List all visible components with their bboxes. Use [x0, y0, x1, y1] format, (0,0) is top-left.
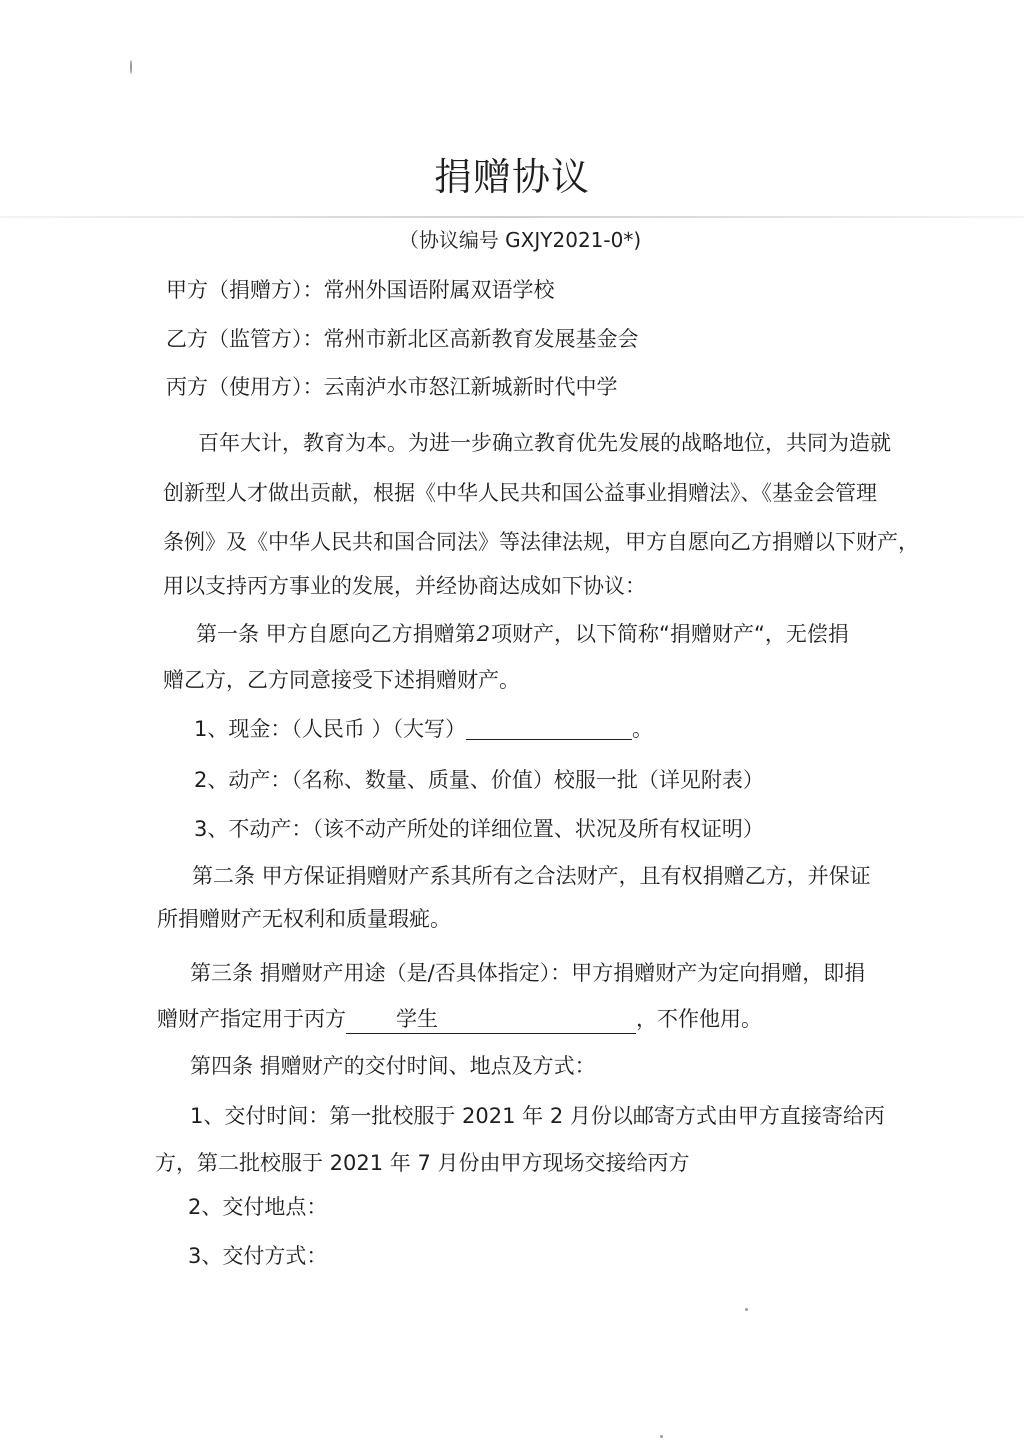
cash-amount-blank	[466, 717, 632, 740]
article3-line1: 第三条 捐赠财产用途（是/否具体指定）：甲方捐赠财产为定向捐赠，即捐	[190, 961, 866, 985]
article1-item1	[194, 715, 653, 743]
article1-item2: 2、动产：（名称、数量、质量、价值）校服一批（详见附表）	[194, 768, 764, 792]
article4-method: 3、交付方式：	[188, 1244, 328, 1268]
scan-speck	[130, 60, 132, 74]
item-count-handwritten: 2	[476, 622, 491, 646]
document-title: 捐赠协议	[433, 155, 590, 199]
preamble-line: 用以支持丙方事业的发展，并经协商达成如下协议：	[163, 574, 646, 598]
article2-line2: 所捐赠财产无权利和质量瑕疵。	[157, 907, 451, 931]
article1-suffix: 项财产，以下简称“捐赠财产“，无偿捐	[491, 622, 849, 646]
party-a: 甲方（捐赠方）：常州外国语附属双语学校	[166, 278, 555, 302]
designated-recipient-fill: 学生	[346, 1005, 636, 1034]
article1-line1	[196, 620, 849, 648]
article3-prefix: 赠财产指定用于丙方	[157, 1007, 346, 1031]
cash-period: 。	[632, 717, 654, 741]
scan-speck	[745, 1308, 748, 1311]
article4-time-line2: 方，第二批校服于 2021 年 7 月份由甲方现场交接给丙方	[155, 1151, 690, 1175]
preamble-line: 条例》及《中华人民共和国合同法》等法律法规，甲方自愿向乙方捐赠以下财产，	[163, 530, 919, 554]
scan-artifact-line	[0, 216, 1024, 218]
preamble-line: 创新型人才做出贡献，根据《中华人民共和国公益事业捐赠法》、《基金会管理	[163, 481, 877, 505]
article2-line1: 第二条 甲方保证捐赠财产系其所有之合法财产，且有权捐赠乙方，并保证	[192, 864, 871, 888]
cash-label: 1、现金：（人民币 ）（大写）	[194, 717, 467, 741]
article4-time-line1: 1、交付时间：第一批校服于 2021 年 2 月份以邮寄方式由甲方直接寄给丙	[190, 1104, 885, 1128]
party-b: 乙方（监管方）：常州市新北区高新教育发展基金会	[166, 327, 639, 351]
scan-speck	[660, 1435, 663, 1438]
article1-item3: 3、不动产：（该不动产所处的详细位置、状况及所有权证明）	[194, 817, 764, 841]
article1-line2: 赠乙方，乙方同意接受下述捐赠财产。	[163, 668, 520, 692]
agreement-number: （协议编号 GXJY2021-0*)	[398, 228, 642, 252]
preamble-line: 百年大计，教育为本。为进一步确立教育优先发展的战略地位，共同为造就	[198, 431, 891, 455]
article4-place: 2、交付地点：	[188, 1195, 328, 1219]
article3-suffix: ，不作他用。	[636, 1007, 762, 1031]
article1-prefix: 第一条 甲方自愿向乙方捐赠第	[196, 622, 476, 646]
party-c: 丙方（使用方）：云南泸水市怒江新城新时代中学	[166, 375, 618, 399]
article4-heading: 第四条 捐赠财产的交付时间、地点及方式：	[190, 1054, 596, 1078]
article3-line2	[157, 1005, 762, 1034]
